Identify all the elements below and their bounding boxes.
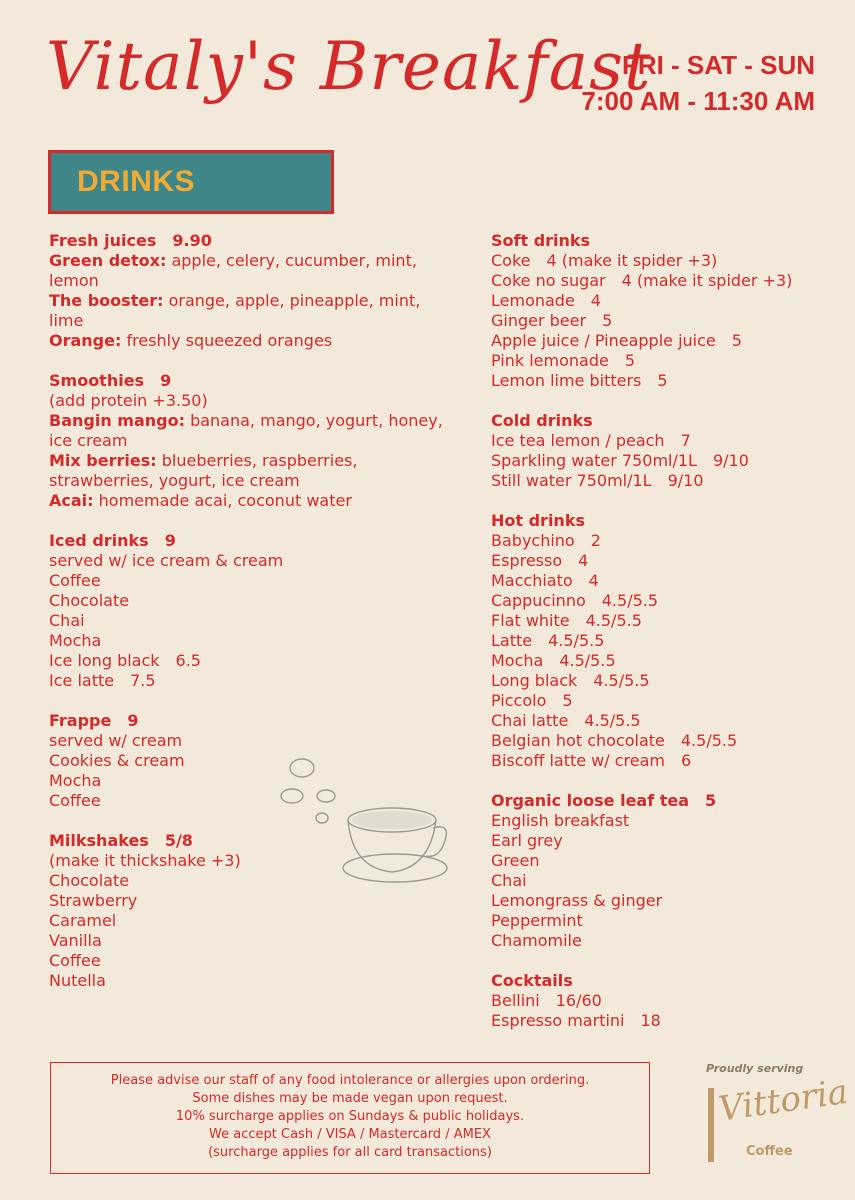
list-item: Ice latte 7.5 xyxy=(49,671,156,690)
brand-logo-bar xyxy=(708,1088,714,1162)
list-item: Caramel xyxy=(49,911,117,930)
list-item: Apple juice / Pineapple juice 5 xyxy=(491,331,742,350)
coffee-cup-icon xyxy=(270,750,450,900)
notice-line: Please advise our staff of any food intolerance or allergies upon ordering. xyxy=(110,1073,590,1088)
list-item: Biscoff latte w/ cream 6 xyxy=(491,751,692,770)
notice-line: 10% surcharge applies on Sundays & public holidays. xyxy=(175,1109,525,1124)
list-item: Chai xyxy=(49,611,85,630)
notice-line: (surcharge applies for all card transactions) xyxy=(208,1145,492,1160)
list-item: Still water 750ml/1L 9/10 xyxy=(491,471,704,490)
list-item: Sparkling water 750ml/1L 9/10 xyxy=(491,451,749,470)
section-banner xyxy=(48,150,334,214)
list-item: English breakfast xyxy=(491,811,630,830)
group-note: served w/ ice cream & cream xyxy=(49,551,284,570)
group-heading: Smoothies 9 xyxy=(49,371,172,390)
list-item: Green detox: apple, celery, cucumber, mint, lemon xyxy=(49,251,417,290)
section-title: DRINKS xyxy=(77,165,196,198)
list-item: Coke no sugar 4 (make it spider +3) xyxy=(491,271,793,290)
group-heading: Fresh juices 9.90 xyxy=(49,231,212,250)
list-item: Bellini 16/60 xyxy=(491,991,602,1010)
list-item: Cookies & cream xyxy=(49,751,185,770)
brand-logo: Vittoria xyxy=(716,1071,851,1130)
opening-hours: 7:00 AM - 11:30 AM xyxy=(581,86,815,116)
list-item: Lemon lime bitters 5 xyxy=(491,371,668,390)
list-item: The booster: orange, apple, pineapple, mint, lime xyxy=(49,291,421,330)
list-item: Lemonade 4 xyxy=(491,291,601,310)
list-item: Orange: freshly squeezed oranges xyxy=(49,331,333,350)
group-heading: Soft drinks xyxy=(491,231,591,250)
list-item: Strawberry xyxy=(49,891,138,910)
list-item: Chocolate xyxy=(49,591,130,610)
list-item: Belgian hot chocolate 4.5/5.5 xyxy=(491,731,738,750)
allergy-notice xyxy=(50,1062,650,1174)
group-heading: Cold drinks xyxy=(491,411,593,430)
list-item: Earl grey xyxy=(491,831,563,850)
list-item: Chamomile xyxy=(491,931,582,950)
menu-group-smoothies xyxy=(49,371,449,511)
list-item: Espresso martini 18 xyxy=(491,1011,661,1030)
page-title: Vitaly's Breakfast xyxy=(46,28,652,105)
list-item: Piccolo 5 xyxy=(491,691,573,710)
opening-days: FRI - SAT - SUN xyxy=(621,50,815,80)
notice-line: Some dishes may be made vegan upon request. xyxy=(192,1091,508,1106)
list-item: Mocha xyxy=(49,631,102,650)
list-item: Mocha 4.5/5.5 xyxy=(491,651,616,670)
menu-group-cold xyxy=(491,411,831,491)
group-heading: Organic loose leaf tea 5 xyxy=(491,791,717,810)
list-item: Latte 4.5/5.5 xyxy=(491,631,605,650)
menu-column-right xyxy=(491,231,831,1051)
list-item: Lemongrass & ginger xyxy=(491,891,663,910)
list-item: Nutella xyxy=(49,971,106,990)
group-note: served w/ cream xyxy=(49,731,183,750)
list-item: Pink lemonade 5 xyxy=(491,351,636,370)
list-item: Bangin mango: banana, mango, yogurt, honey, ice cream xyxy=(49,411,443,450)
list-item: Mocha xyxy=(49,771,102,790)
group-heading: Hot drinks xyxy=(491,511,585,530)
menu-group-cocktails xyxy=(491,971,831,1031)
list-item: Chocolate xyxy=(49,871,130,890)
menu-group-iced xyxy=(49,531,449,691)
list-item: Green xyxy=(491,851,540,870)
list-item: Ice tea lemon / peach 7 xyxy=(491,431,691,450)
list-item: Vanilla xyxy=(49,931,102,950)
group-note: (make it thickshake +3) xyxy=(49,851,241,870)
list-item: Coke 4 (make it spider +3) xyxy=(491,251,718,270)
list-item: Coffee xyxy=(49,791,101,810)
list-item: Babychino 2 xyxy=(491,531,601,550)
list-item: Espresso 4 xyxy=(491,551,589,570)
group-heading: Cocktails xyxy=(491,971,573,990)
list-item: Acai: homemade acai, coconut water xyxy=(49,491,352,510)
list-item: Chai latte 4.5/5.5 xyxy=(491,711,641,730)
brand-logo-sub: Coffee xyxy=(746,1144,793,1159)
list-item: Flat white 4.5/5.5 xyxy=(491,611,642,630)
group-note: (add protein +3.50) xyxy=(49,391,208,410)
list-item: Peppermint xyxy=(491,911,583,930)
list-item: Coffee xyxy=(49,951,101,970)
group-heading: Iced drinks 9 xyxy=(49,531,176,550)
list-item: Chai xyxy=(491,871,527,890)
list-item: Mix berries: blueberries, raspberries, strawberries, yogurt, ice cream xyxy=(49,451,358,490)
list-item: Ice long black 6.5 xyxy=(49,651,201,670)
menu-group-hot xyxy=(491,511,831,771)
menu-group-juices xyxy=(49,231,449,351)
notice-line: We accept Cash / VISA / Mastercard / AMEX xyxy=(209,1127,491,1142)
list-item: Ginger beer 5 xyxy=(491,311,613,330)
menu-group-tea xyxy=(491,791,831,951)
menu-group-soft xyxy=(491,231,831,391)
brand-tagline: Proudly serving xyxy=(706,1062,804,1075)
group-heading: Milkshakes 5/8 xyxy=(49,831,193,850)
group-heading: Frappe 9 xyxy=(49,711,139,730)
list-item: Long black 4.5/5.5 xyxy=(491,671,650,690)
list-item: Macchiato 4 xyxy=(491,571,599,590)
list-item: Coffee xyxy=(49,571,101,590)
list-item: Cappucinno 4.5/5.5 xyxy=(491,591,659,610)
